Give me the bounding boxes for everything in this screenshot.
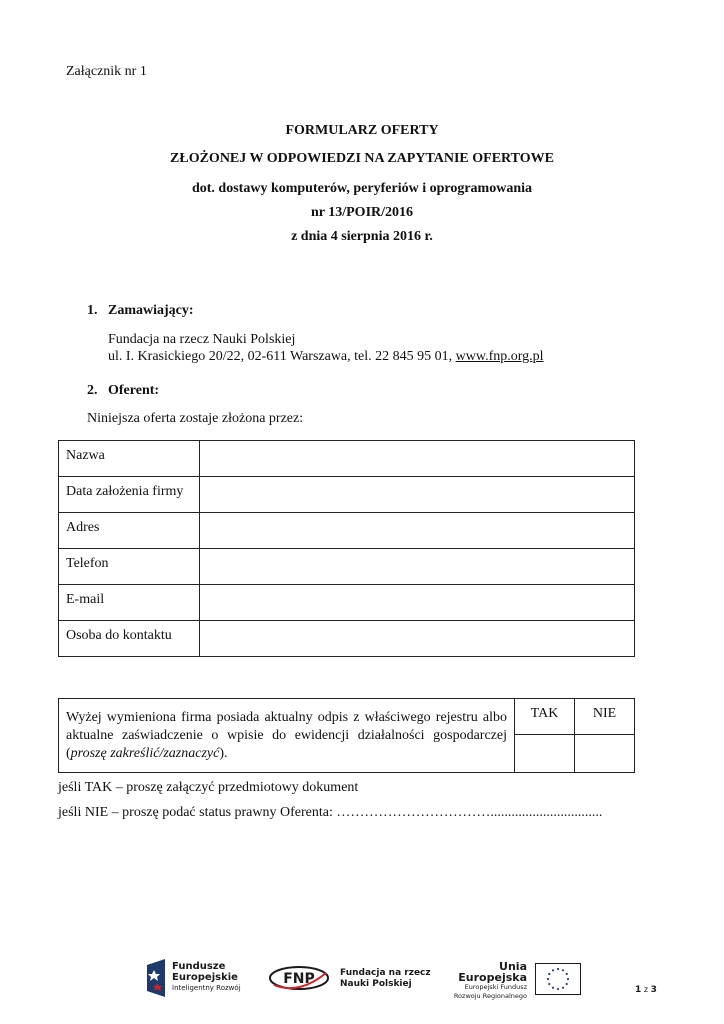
table-row [59,477,635,513]
yes-checkbox-cell[interactable] [515,735,575,773]
table-row [59,441,635,477]
svg-text:FNP: FNP [283,971,315,987]
bidder-table [58,440,635,657]
ordering-party-address: ul. I. Krasickiego 20/22, 02-611 Warszawa, tel. 22 845 95 01, www.fnp.org.pl [108,349,544,364]
section-title: Oferent: [108,383,160,398]
section-number: 1. [87,303,98,318]
phone-field[interactable] [200,549,635,585]
fnp-text: Fundacja na rzecz Nauki Polskiej [340,968,431,989]
page-number: 1 z 3 [635,985,657,995]
registry-question: Wyżej wymieniona firma posiada aktualny odpis z właściwego rejestru albo aktualne zaświadczenie o wpisie do ewidencji działalności gospodarczej (proszę zakreślić/zaznaczyć). [59,699,515,773]
eu-text: Unia Europejska Europejski Fundusz Rozwoju Regionalnego [453,960,527,1000]
table-row [59,585,635,621]
no-header: NIE [575,699,635,735]
registry-table [58,698,635,773]
eu-flag-icon [535,963,581,995]
row-label: Data założenia firmy [59,477,200,513]
table-row [59,621,635,657]
form-date: z dnia 4 sierpnia 2016 r. [291,229,433,244]
no-instruction: jeśli NIE – proszę podać status prawny Oferenta: ……………………………................................ [58,805,603,820]
address-field[interactable] [200,513,635,549]
footer-logos [0,955,724,1005]
ordering-party-name: Fundacja na rzecz Nauki Polskiej [108,332,296,347]
fundusze-europejskie-logo [145,957,167,999]
email-field[interactable] [200,585,635,621]
annex-label: Załącznik nr 1 [66,64,147,79]
website-link[interactable]: www.fnp.org.pl [455,349,544,364]
name-field[interactable] [200,441,635,477]
form-number: nr 13/POIR/2016 [310,205,414,220]
section-number: 2. [87,383,98,398]
fundusze-europejskie-text: Fundusze Europejskie Inteligentny Rozwój [172,961,241,992]
table-row [59,699,635,735]
founding-date-field[interactable] [200,477,635,513]
yes-header: TAK [515,699,575,735]
fnp-logo [268,965,330,991]
row-label: Nazwa [59,441,200,477]
section-title: Zamawiający: [108,303,194,318]
row-label: Adres [59,513,200,549]
yes-instruction: jeśli TAK – proszę załączyć przedmiotowy dokument [58,780,359,795]
row-label: Telefon [59,549,200,585]
row-label: E-mail [59,585,200,621]
section-bidder [87,383,159,399]
row-label: Osoba do kontaktu [59,621,200,657]
table-row [59,513,635,549]
form-subject: dot. dostawy komputerów, peryferiów i oprogramowania [191,181,532,196]
ordering-party-details [108,331,544,365]
no-checkbox-cell[interactable] [575,735,635,773]
table-row [59,549,635,585]
form-subtitle: ZŁOŻONEJ W ODPOWIEDZI NA ZAPYTANIE OFERTOWE [170,151,554,166]
contact-person-field[interactable] [200,621,635,657]
bidder-intro: Niniejsza oferta zostaje złożona przez: [87,411,304,426]
section-ordering-party [87,303,194,319]
form-title: FORMULARZ OFERTY [285,123,439,138]
